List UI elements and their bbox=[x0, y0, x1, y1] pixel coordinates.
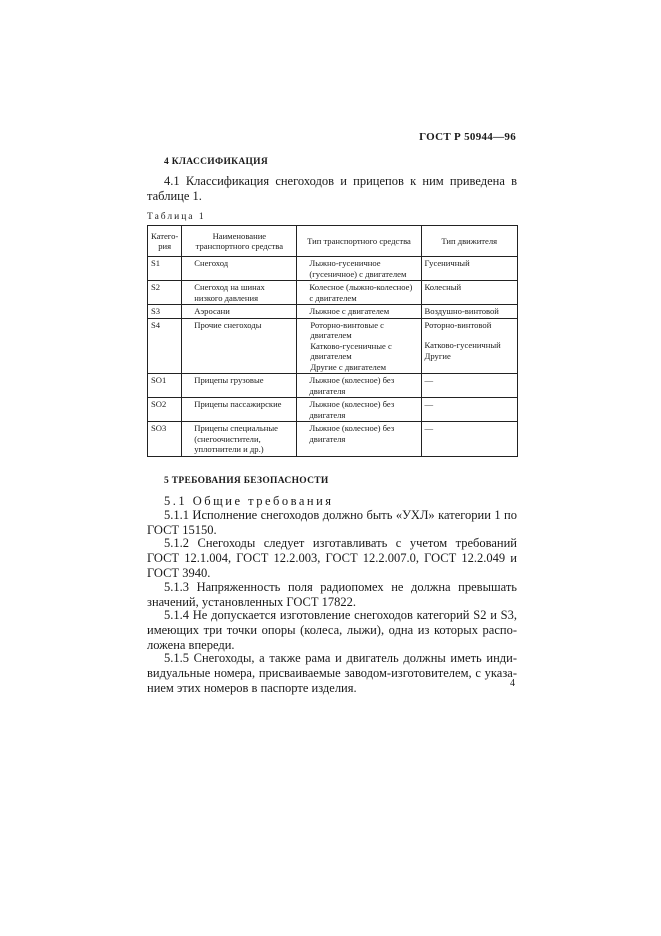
cell-type bbox=[297, 318, 421, 374]
header-name: Наименование транспортного средства bbox=[182, 226, 297, 257]
table-row bbox=[148, 257, 518, 281]
cell-category: S4 bbox=[148, 318, 182, 374]
header-mover: Тип движителя bbox=[421, 226, 518, 257]
document-header: ГОСТ Р 50944—96 bbox=[419, 131, 516, 143]
cell-type: Колесное (лыжно-колесное) с двигателем bbox=[297, 281, 421, 305]
text-line: таблице 1. bbox=[147, 189, 202, 203]
paragraph-5-1-3 bbox=[147, 580, 517, 610]
text-line: 5.1.4 Не допускается изготовление снегоходов категорий S2 и S3, bbox=[164, 608, 517, 622]
table-row bbox=[148, 422, 518, 457]
table-row bbox=[148, 398, 518, 422]
cell-mover: Гусеничный bbox=[421, 257, 518, 281]
cell-type: Лыжное (колесное) без двигателя bbox=[297, 422, 421, 457]
cell-category: S3 bbox=[148, 305, 182, 319]
cell-type-line: Катково-гусеничные с двигателем bbox=[310, 340, 392, 361]
text-line: 5.1.5 Снегоходы, а также рама и двигатель должны иметь инди- bbox=[164, 651, 517, 665]
cell-mover: — bbox=[421, 422, 518, 457]
cell-mover: Воздушно-винтовой bbox=[421, 305, 518, 319]
cell-mover: — bbox=[421, 374, 518, 398]
cell-category: SO1 bbox=[148, 374, 182, 398]
cell-name: Прицепы специальные (снегоочистители, уплотнители и др.) bbox=[182, 422, 297, 457]
cell-type-line: Другие с двигателем bbox=[310, 361, 387, 372]
paragraph-5-1-1 bbox=[147, 508, 517, 538]
text-line: значений, установленных ГОСТ 17822. bbox=[147, 595, 356, 609]
section-4-title: 4 КЛАССИФИКАЦИЯ bbox=[164, 157, 269, 167]
cell-mover: — bbox=[421, 398, 518, 422]
cell-mover-line: Другие bbox=[424, 350, 451, 361]
cell-type: Лыжно-гусеничное (гусеничное) с двигателем bbox=[297, 257, 421, 281]
text-line: ГОСТ 15150. bbox=[147, 523, 217, 537]
text-line: 5.1.3 Напряженность поля радиопомех не должна превышать bbox=[164, 580, 517, 594]
subsection-5-1 bbox=[147, 494, 517, 509]
text-line: 5.1.2 Снегоходы следует изготавливать с учетом требований bbox=[164, 536, 517, 550]
classification-table bbox=[147, 225, 518, 457]
cell-name: Снегоход bbox=[182, 257, 297, 281]
header-category: Катего-рия bbox=[148, 226, 182, 257]
text-line: нием этих номеров в паспорте изделия. bbox=[147, 681, 357, 695]
cell-category: SO3 bbox=[148, 422, 182, 457]
cell-name: Аэросани bbox=[182, 305, 297, 319]
paragraph-5-1-2 bbox=[147, 536, 517, 581]
table-row bbox=[148, 374, 518, 398]
cell-category: S1 bbox=[148, 257, 182, 281]
table-row bbox=[148, 305, 518, 319]
cell-mover-line: Катково-гусеничный bbox=[424, 340, 501, 350]
cell-category: SO2 bbox=[148, 398, 182, 422]
paragraph-5-1-5 bbox=[147, 651, 517, 696]
page-number: 4 bbox=[510, 678, 515, 689]
cell-type-line: Роторно-винтовые с двигателем bbox=[310, 319, 384, 340]
section-5-title: 5 ТРЕБОВАНИЯ БЕЗОПАСНОСТИ bbox=[164, 476, 329, 486]
cell-type: Лыжное с двигателем bbox=[297, 305, 421, 319]
cell-name: Прочие снегоходы bbox=[182, 318, 297, 374]
subsection-title: 5.1 Общие требования bbox=[164, 494, 334, 508]
table-row bbox=[148, 281, 518, 305]
text-line: 5.1.1 Исполнение снегоходов должно быть «УХЛ» категории 1 по bbox=[164, 508, 517, 522]
cell-type: Лыжное (колесное) без двигателя bbox=[297, 398, 421, 422]
text-line: ГОСТ 12.1.004, ГОСТ 12.2.003, ГОСТ 12.2.007.0, ГОСТ 12.2.049 и bbox=[147, 551, 517, 565]
cell-mover bbox=[421, 318, 518, 374]
text-line: имеющих три точки опоры (колеса, лыжи), одна из которых распо- bbox=[147, 623, 517, 637]
text-line: ГОСТ 3940. bbox=[147, 566, 211, 580]
paragraph-4-1 bbox=[147, 174, 517, 204]
text-line: 4.1 Классификация снегоходов и прицепов к ним приведена в bbox=[164, 174, 517, 188]
text-line: видуальные номера, присваиваемые заводом-изготовителем, с указа- bbox=[147, 666, 517, 680]
cell-name: Прицепы пассажирские bbox=[182, 398, 297, 422]
cell-mover-line: Роторно-винтовой bbox=[424, 319, 492, 330]
cell-mover: Колесный bbox=[421, 281, 518, 305]
paragraph-5-1-4 bbox=[147, 608, 517, 653]
text-line: ложена впереди. bbox=[147, 638, 235, 652]
table-header-row bbox=[148, 226, 518, 257]
cell-category: S2 bbox=[148, 281, 182, 305]
table-caption: Таблица 1 bbox=[147, 212, 206, 222]
cell-name: Прицепы грузовые bbox=[182, 374, 297, 398]
cell-name: Снегоход на шинах низкого давления bbox=[182, 281, 297, 305]
header-type: Тип транспортного средства bbox=[297, 226, 421, 257]
table-row bbox=[148, 318, 518, 374]
cell-type: Лыжное (колесное) без двигателя bbox=[297, 374, 421, 398]
